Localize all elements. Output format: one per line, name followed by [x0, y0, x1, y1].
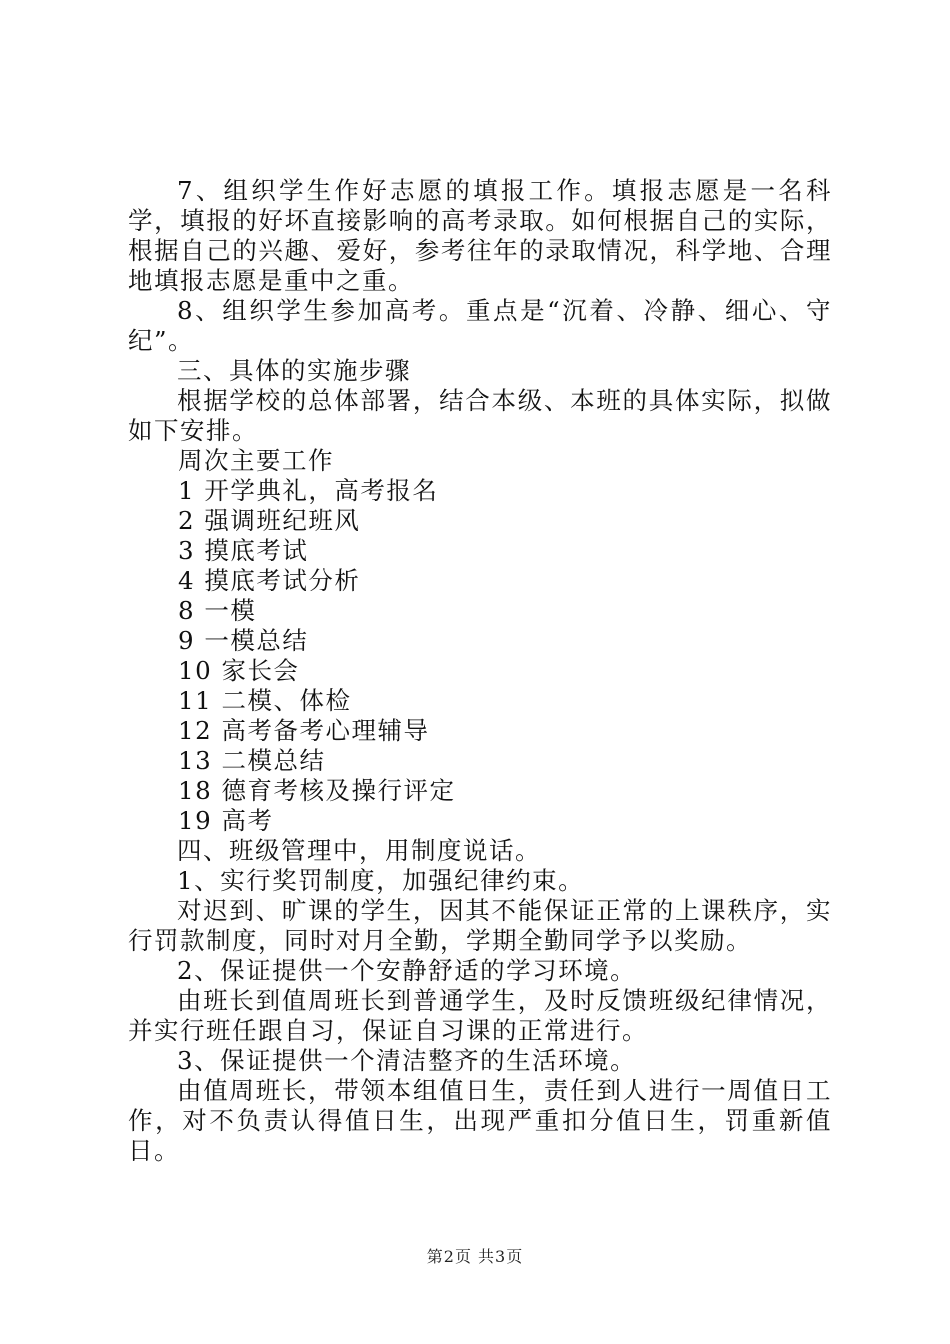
rule-body-2: 由班长到值周班长到普通学生，及时反馈班级纪律情况，并实行班任跟自习，保证自习课的正常进行。 [128, 986, 832, 1045]
rule-heading-3: 3、保证提供一个清洁整齐的生活环境。 [177, 1046, 637, 1075]
paragraph-item-8: 8、组织学生参加高考。重点是“沉着、冷静、细心、守纪”。 [128, 296, 832, 355]
schedule-row: 4 摸底考试分析 [178, 566, 361, 595]
rule-heading-1: 1、实行奖罚制度，加强纪律约束。 [177, 866, 585, 895]
schedule-row: 12 高考备考心理辅导 [178, 716, 430, 745]
schedule-row: 18 德育考核及操行评定 [178, 776, 456, 805]
rule-heading-2: 2、保证提供一个安静舒适的学习环境。 [177, 956, 637, 985]
paragraph-item-7: 7、组织学生作好志愿的填报工作。填报志愿是一名科学，填报的好坏直接影响的高考录取。如何根据自己的实际，根据自己的兴趣、爱好，参考往年的录取情况，科学地、合理地填报志愿是重中之重。 [128, 176, 832, 295]
paragraph-arrangement: 根据学校的总体部署，结合本级、本班的具体实际，拟做如下安排。 [128, 386, 832, 445]
schedule-list [128, 446, 832, 836]
schedule-row: 8 一模 [178, 596, 257, 625]
schedule-row: 9 一模总结 [178, 626, 309, 655]
schedule-row: 3 摸底考试 [178, 536, 309, 565]
schedule-row: 2 强调班纪班风 [178, 506, 361, 535]
schedule-header: 周次主要工作 [178, 446, 334, 475]
page-number-footer: 第2页 共3页 [426, 1247, 524, 1266]
rule-body-1: 对迟到、旷课的学生，因其不能保证正常的上课秩序，实行罚款制度，同时对月全勤，学期全勤同学予以奖励。 [128, 896, 832, 955]
schedule-row: 1 开学典礼，高考报名 [178, 476, 439, 505]
document-body [128, 176, 832, 1166]
section-heading-3: 三、具体的实施步骤 [177, 356, 411, 385]
schedule-row: 13 二模总结 [178, 746, 326, 775]
schedule-row: 11 二模、体检 [178, 686, 352, 715]
rule-body-3: 由值周班长，带领本组值日生，责任到人进行一周值日工作，对不负责认得值日生，出现严重扣分值日生，罚重新值日。 [128, 1076, 832, 1165]
schedule-row: 19 高考 [178, 806, 274, 835]
section-heading-4: 四、班级管理中，用制度说话。 [177, 836, 541, 865]
schedule-row: 10 家长会 [178, 656, 300, 685]
